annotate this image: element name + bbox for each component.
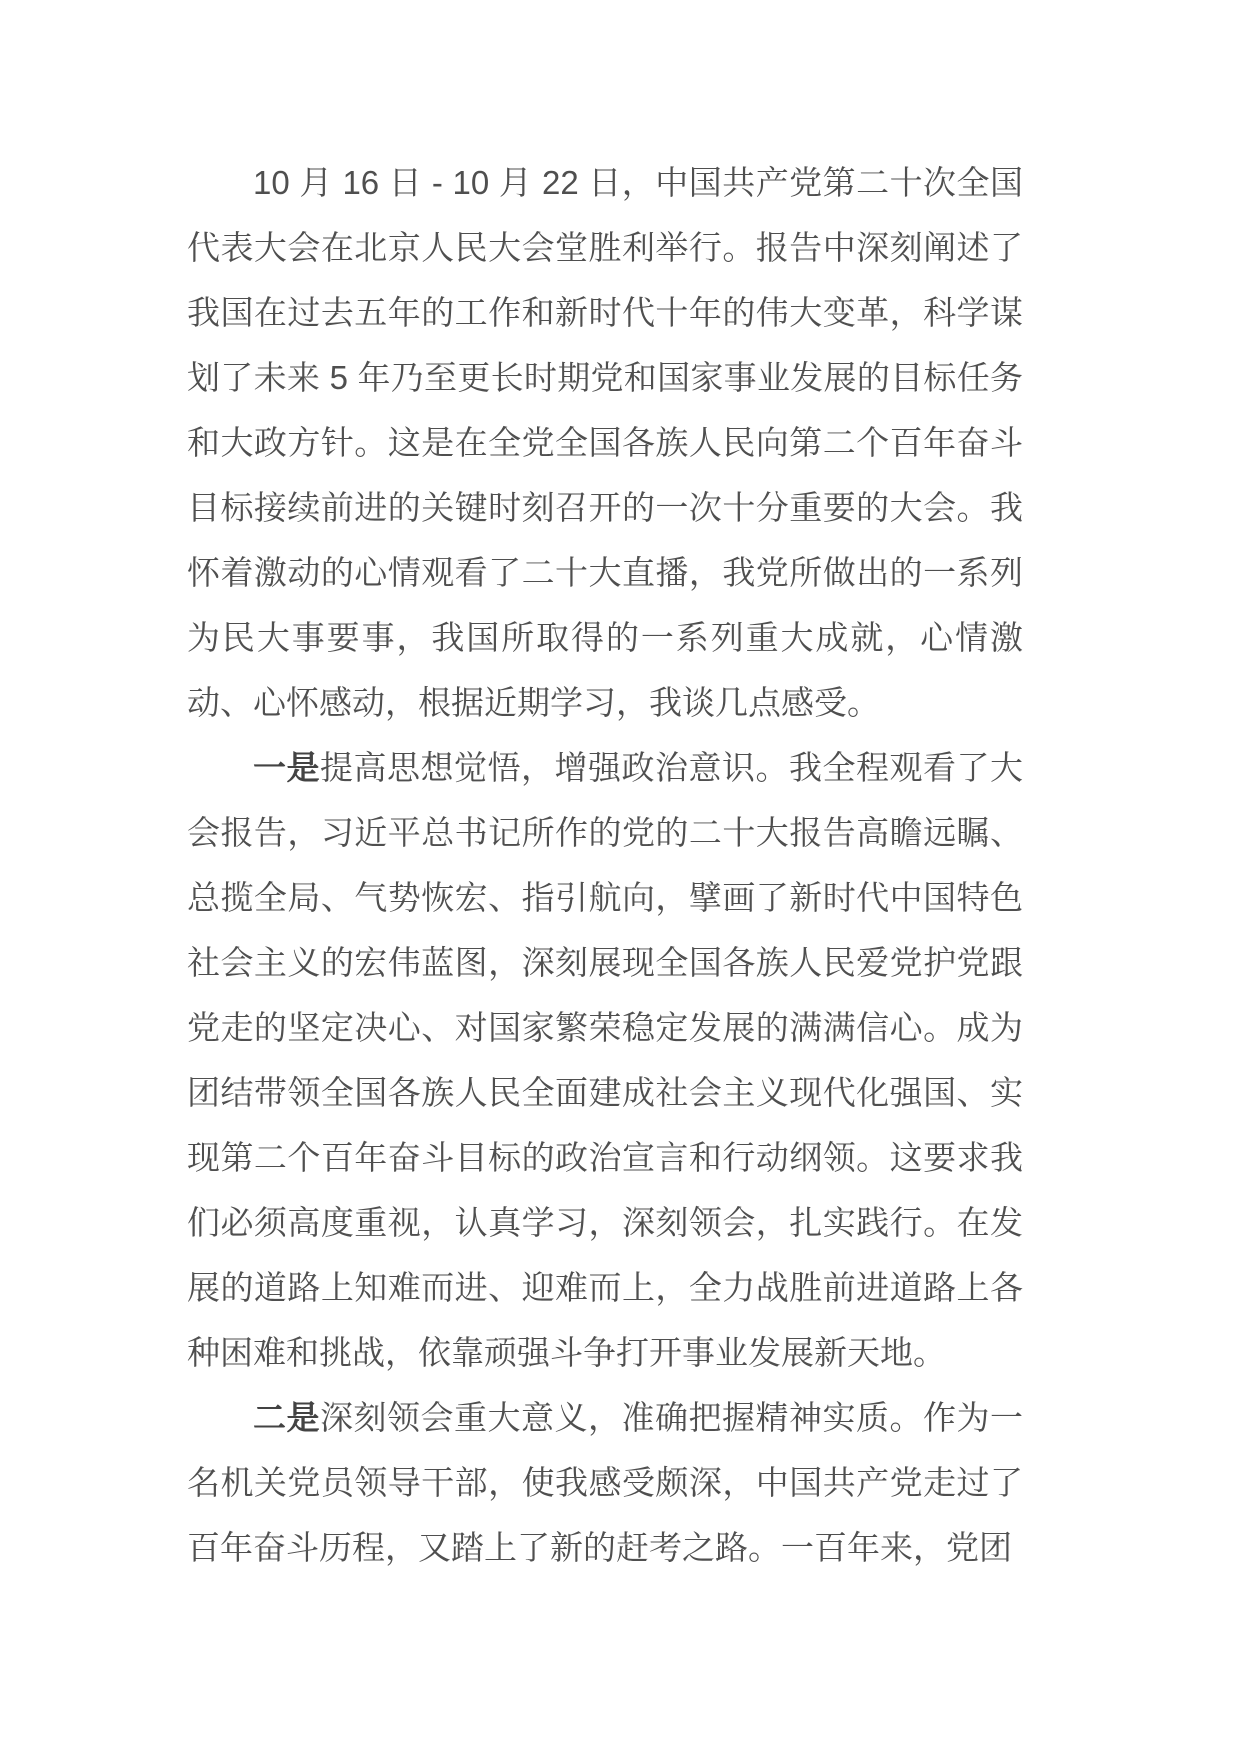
paragraph — [187, 1385, 1023, 1580]
paragraph-text: 深刻领会重大意义，准确把握精神实质。作为一名机关党员领导干部，使我感受颇深，中国共产党走过了百年奋斗历程，又踏上了新的赶考之路。一百年来，党团 — [187, 1399, 1023, 1566]
paragraph — [187, 735, 1023, 1385]
paragraph-text: 10 月 16 日 - 10 月 22 日，中国共产党第二十次全国代表大会在北京人民大会堂胜利举行。报告中深刻阐述了我国在过去五年的工作和新时代十年的伟大变革，科学谋划了未来 5 年乃至更长时期党和国家事业发展的目标任务和大政方针。这是在全党全国各族人民向第二个百年奋斗目标接续前进的关键时刻召开的一次十分重要的大会。我怀着激动的心情观看了二十大直播，我党所做出的一系列为民大事要事，我国所取得的一系列重大成就，心情激动、心怀感动，根据近期学习，我谈几点感受。 — [187, 164, 1023, 721]
paragraph-text: 提高思想觉悟，增强政治意识。我全程观看了大会报告，习近平总书记所作的党的二十大报告高瞻远瞩、总揽全局、气势恢宏、指引航向，擘画了新时代中国特色社会主义的宏伟蓝图，深刻展现全国各族人民爱党护党跟党走的坚定决心、对国家繁荣稳定发展的满满信心。成为团结带领全国各族人民全面建成社会主义现代化强国、实现第二个百年奋斗目标的政治宣言和行动纲领。这要求我们必须高度重视，认真学习，深刻领会，扎实践行。在发展的道路上知难而进、迎难而上，全力战胜前进道路上各种困难和挑战，依靠顽强斗争打开事业发展新天地。 — [187, 749, 1023, 1371]
document-text — [187, 150, 1023, 1580]
paragraph-lead-emphasis: 二是 — [253, 1399, 320, 1436]
paragraph — [187, 150, 1023, 735]
paragraph-lead-emphasis: 一是 — [253, 749, 320, 786]
